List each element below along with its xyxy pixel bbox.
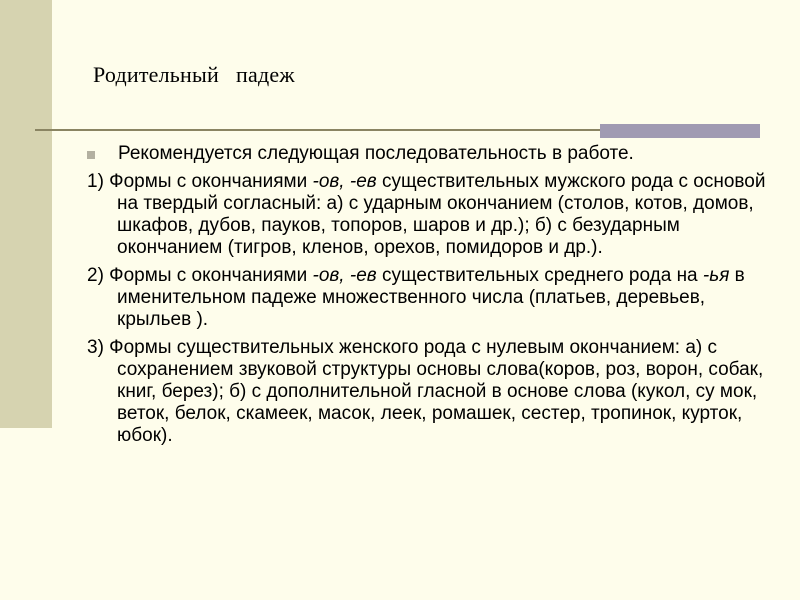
slide-title: Родительный падеж	[93, 62, 295, 87]
paragraph-2	[87, 265, 767, 331]
paragraph-2-text-b: существительных среднего рода на	[376, 265, 703, 286]
bullet-item	[87, 143, 767, 165]
paragraph-2-suffix: -ья	[702, 265, 730, 286]
paragraph-1-text-a: 1) Формы с окончаниями	[87, 171, 313, 192]
slide-body	[87, 143, 767, 453]
title-divider-accent	[600, 124, 760, 138]
intro-text: Рекомендуется следующая последовательность в работе.	[118, 143, 634, 164]
paragraph-1	[87, 171, 767, 259]
side-decor-strip	[0, 0, 52, 428]
paragraph-2-text-a: 2) Формы с окончаниями	[87, 265, 313, 286]
paragraph-3-text: 3) Формы существительных женского рода с нулевым окончанием: а) с сохранением звуковой структуры основы слова(коров, роз, ворон, собак, книг, берез); б) с дополнительной гласной в основе слова (кукол, су мок, веток, белок, скамеек, масок, леек, ромашек, сестер, тропинок, курток, юбок).	[87, 337, 764, 446]
title-divider-line	[35, 129, 600, 131]
paragraph-2-text-c: в именительном падеже множественного числа (платьев, деревьев, крыльев ).	[117, 265, 745, 330]
paragraph-2-ending: -ов, -ев	[312, 265, 377, 286]
square-bullet-icon	[87, 151, 95, 159]
paragraph-1-ending: -ов, -ев	[312, 171, 377, 192]
paragraph-3	[87, 337, 767, 447]
paragraph-1-text-b: существительных мужского рода с основой на твердый согласный: а) с ударным окончанием (столов, котов, домов, шкафов, дубов, пауков, топоров, шаров и др.); б) с безударным окончанием (тигров, кленов, орехов, помидоров и др.).	[117, 171, 766, 258]
